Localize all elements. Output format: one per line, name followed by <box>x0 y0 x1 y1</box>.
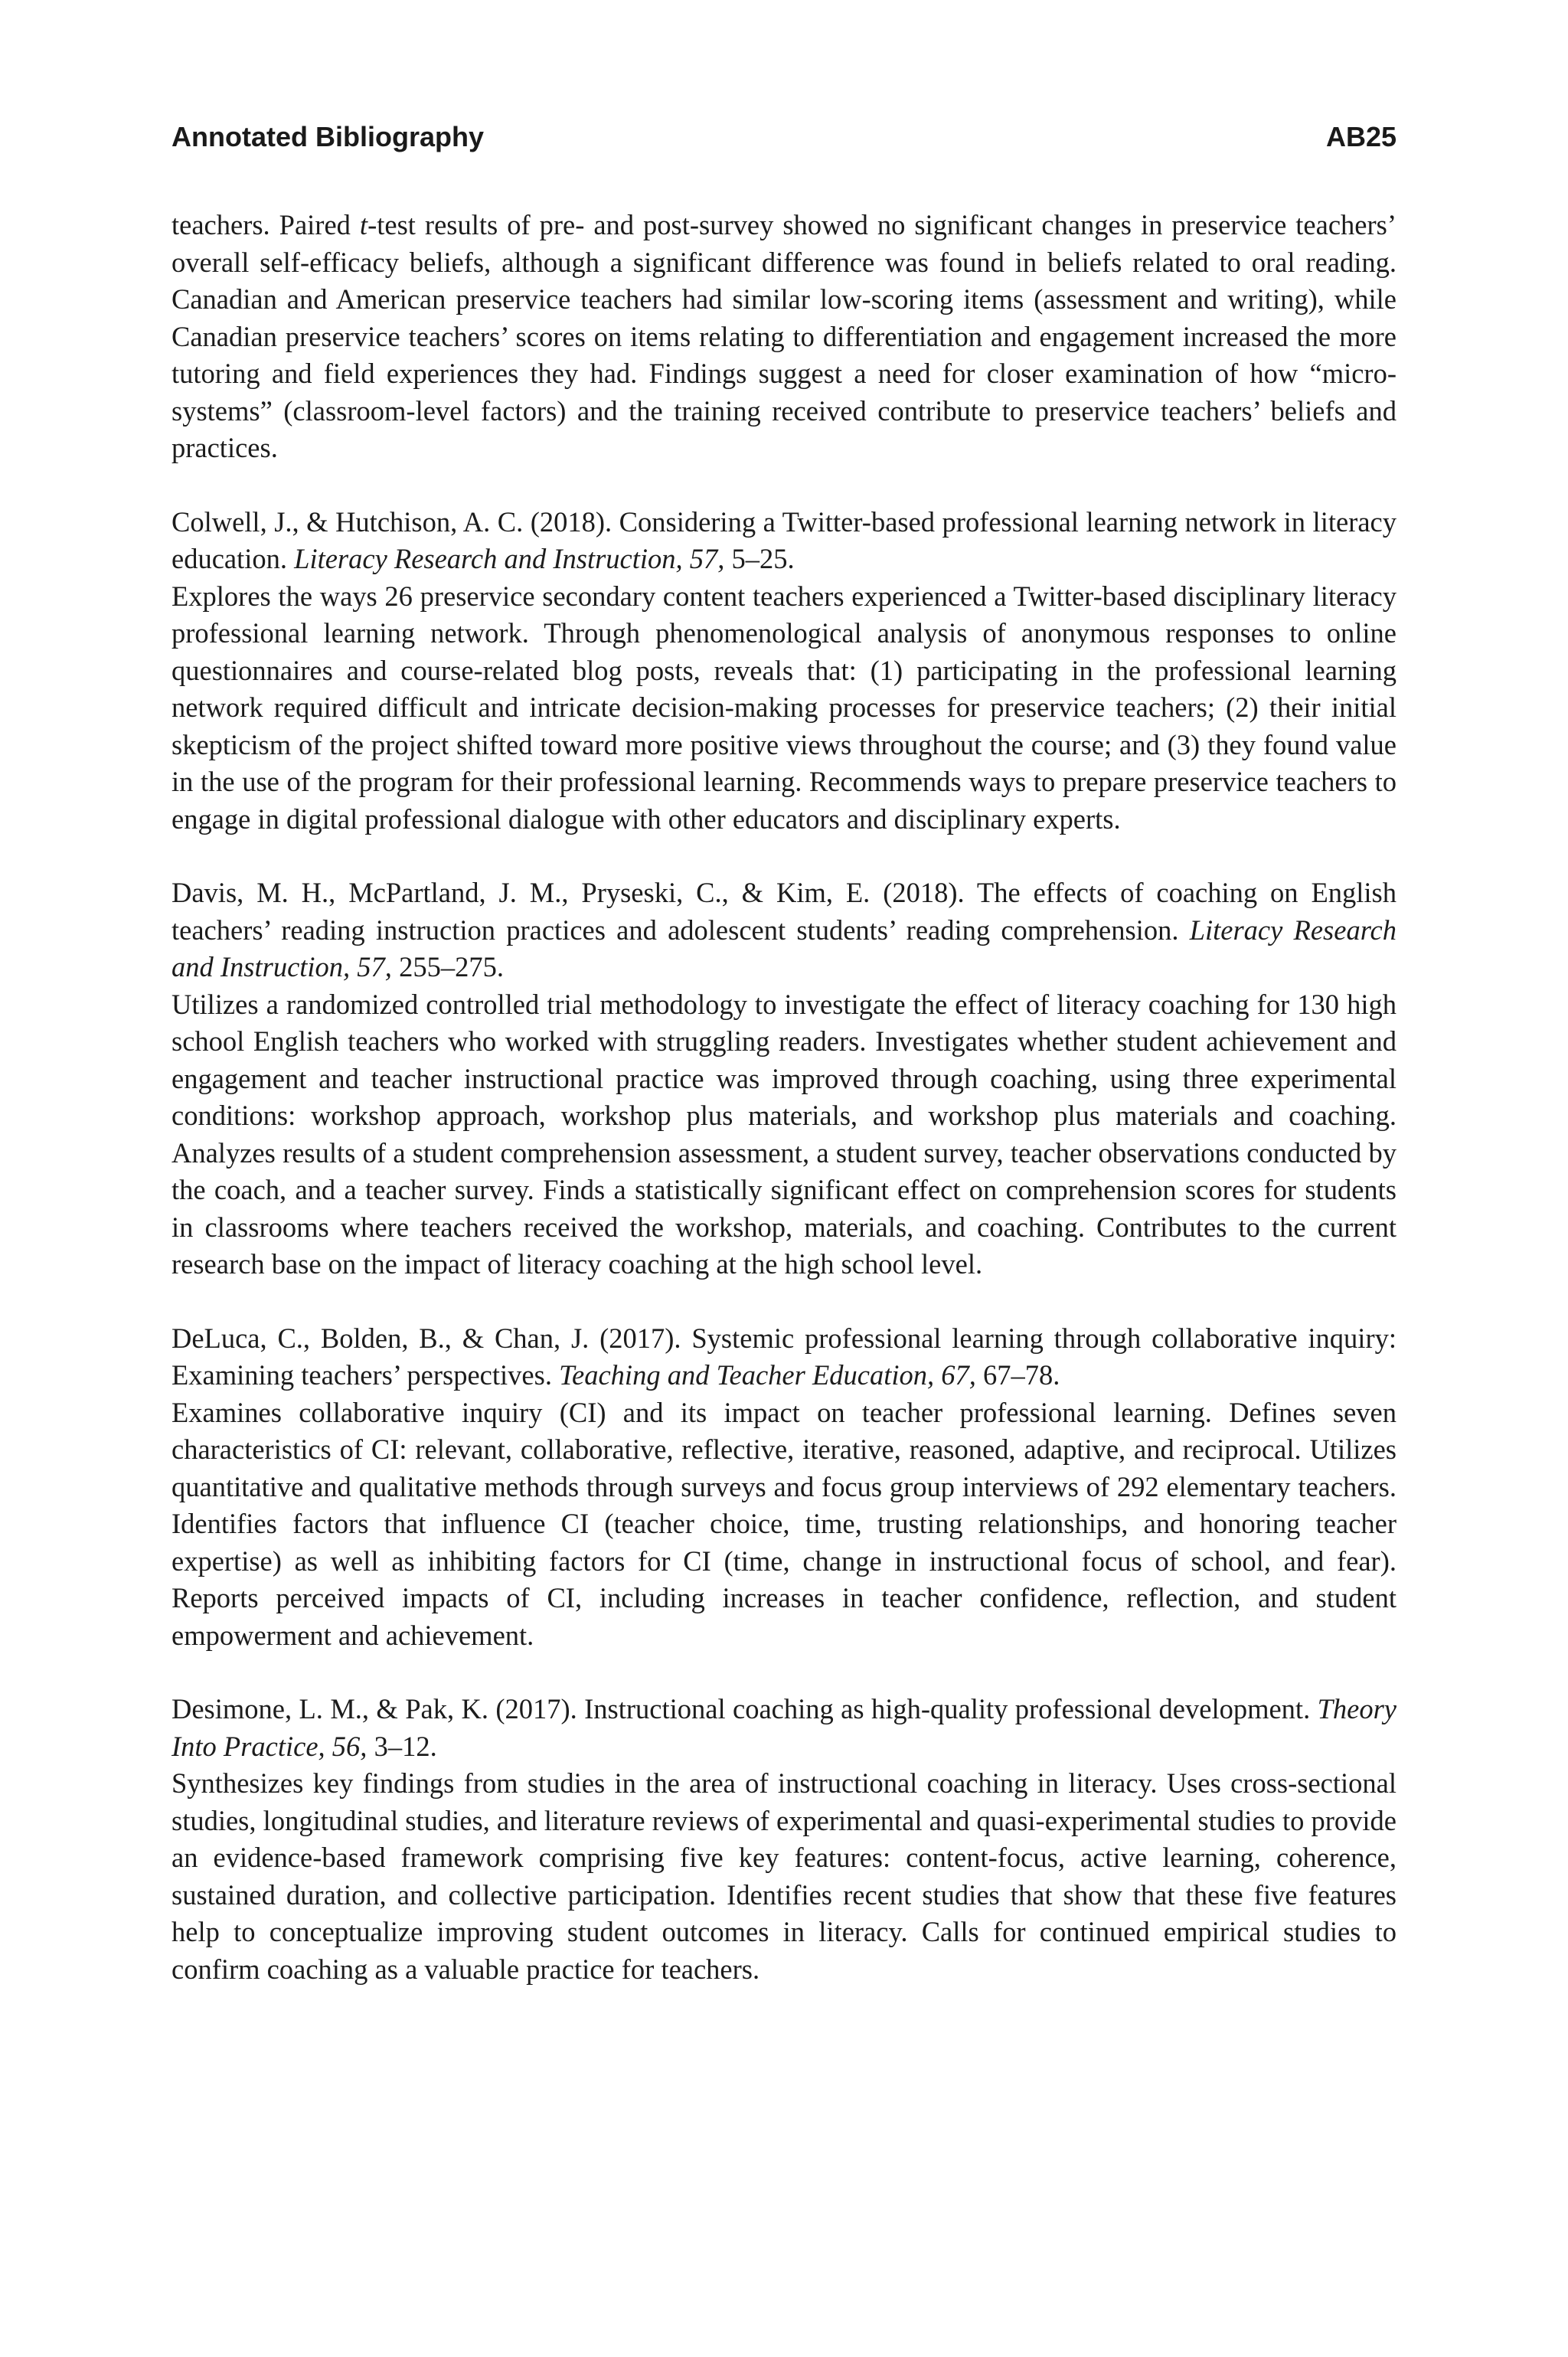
citation-source: Teaching and Teacher Education, 67, <box>559 1359 976 1391</box>
section-title: Annotated Bibliography <box>172 121 484 152</box>
citation-source: Literacy Research and Instruction, 57, <box>172 914 1397 982</box>
bibliography-entry <box>172 874 1396 1283</box>
citation-main: Davis, M. H., McPartland, J. M., Pryseski, C., & Kim, E. (2018). The effects of coaching on English teachers’ reading instruction practices and adolescent students’ reading comprehension. <box>172 877 1396 946</box>
document-page <box>172 0 1396 2357</box>
running-head <box>172 121 1396 164</box>
annotation: Explores the ways 26 preservice secondary content teachers experienced a Twitter-based disciplinary literacy professional learning network. Through phenomenological analysis of anonymous responses to online questionnaires and course-related blog posts, reveals that: (1) participating in the professional learning network required difficult and intricate decision-making processes for preservice teachers; (2) their initial skepticism of the project shifted toward more positive views throughout the course; and (3) they found value in the use of the program for their professional learning. Recommends ways to prepare preservice teachers to engage in digital professional dialogue with other educators and disciplinary experts. <box>172 580 1396 835</box>
citation <box>172 1320 1396 1394</box>
body-text <box>172 207 1396 1988</box>
citation-main: DeLuca, C., Bolden, B., & Chan, J. (2017). Systemic professional learning through collaborative inquiry: Examining teachers’ perspectives. <box>172 1322 1396 1391</box>
citation-main: Desimone, L. M., & Pak, K. (2017). Instructional coaching as high-quality professional development. <box>172 1693 1318 1724</box>
continued-annotation <box>172 207 1396 467</box>
t-test-italic: t <box>359 209 368 240</box>
page-number: AB25 <box>1325 121 1396 152</box>
citation-main: Colwell, J., & Hutchison, A. C. (2018). Considering a Twitter-based professional learning network in literacy education. <box>172 505 1396 574</box>
citation <box>172 1691 1396 1765</box>
citation-pages: 5–25. <box>724 543 795 574</box>
bibliography-entry <box>172 1320 1396 1655</box>
annotation: Utilizes a randomized controlled trial methodology to investigate the effect of literacy coaching for 130 high school English teachers who worked with struggling readers. Investigates whether student achievement and engagement and teacher instructional practice was improved through coaching, using three experimental conditions: workshop approach, workshop plus materials, and workshop plus materials and coaching. Analyzes results of a student comprehension assessment, a student survey, teacher observations conducted by the coach, and a teacher survey. Finds a statistically significant effect on comprehension scores for students in classrooms where teachers received the workshop, materials, and coaching. Contributes to the current research base on the impact of literacy coaching at the high school level. <box>172 988 1396 1280</box>
continued-text-end: -test results of pre- and post-survey showed no significant changes in preservice teachers’ overall self-efficacy beliefs, although a significant difference was found in beliefs related to oral reading. Canadian and American preservice teachers had similar low-scoring items (assessment and writing), while Canadian preservice teachers’ scores on items relating to differentiation and engagement increased the more tutoring and field experiences they had. Findings suggest a need for closer examination of how “micro-systems” (classroom-level factors) and the training received contribute to preservice teachers’ beliefs and practices. <box>172 209 1396 463</box>
citation-pages: 255–275. <box>391 951 504 982</box>
annotation: Examines collaborative inquiry (CI) and its impact on teacher professional learning. Defines seven characteristics of CI: relevant, collaborative, reflective, iterative, reasoned, adaptive, and reciprocal. Utilizes quantitative and qualitative methods through surveys and focus group interviews of 292 elementary teachers. Identifies factors that influence CI (teacher choice, time, trusting relationships, and honoring teacher expertise) as well as inhibiting factors for CI (time, change in instructional focus of school, and fear). Reports perceived impacts of CI, including increases in teacher confidence, reflection, and student empowerment and achievement. <box>172 1396 1396 1651</box>
annotation: Synthesizes key findings from studies in the area of instructional coaching in literacy. Uses cross-sectional studies, longitudinal studies, and literature reviews of experimental and quasi-experimental studies to provide an evidence-based framework comprising five key features: content-focus, active learning, coherence, sustained duration, and collective participation. Identifies recent studies that show that these five features help to conceptualize improving student outcomes in literacy. Calls for continued empirical studies to confirm coaching as a valuable practice for teachers. <box>172 1767 1396 1985</box>
citation-pages: 3–12. <box>367 1730 437 1762</box>
citation <box>172 504 1396 578</box>
citation-pages: 67–78. <box>975 1359 1060 1391</box>
bibliography-entry <box>172 504 1396 839</box>
continued-text-start: teachers. Paired <box>172 209 360 240</box>
citation-source: Literacy Research and Instruction, 57, <box>294 543 725 574</box>
citation-source: Theory Into Practice, 56, <box>172 1693 1396 1762</box>
bibliography-entry <box>172 1691 1396 1988</box>
citation <box>172 874 1396 986</box>
